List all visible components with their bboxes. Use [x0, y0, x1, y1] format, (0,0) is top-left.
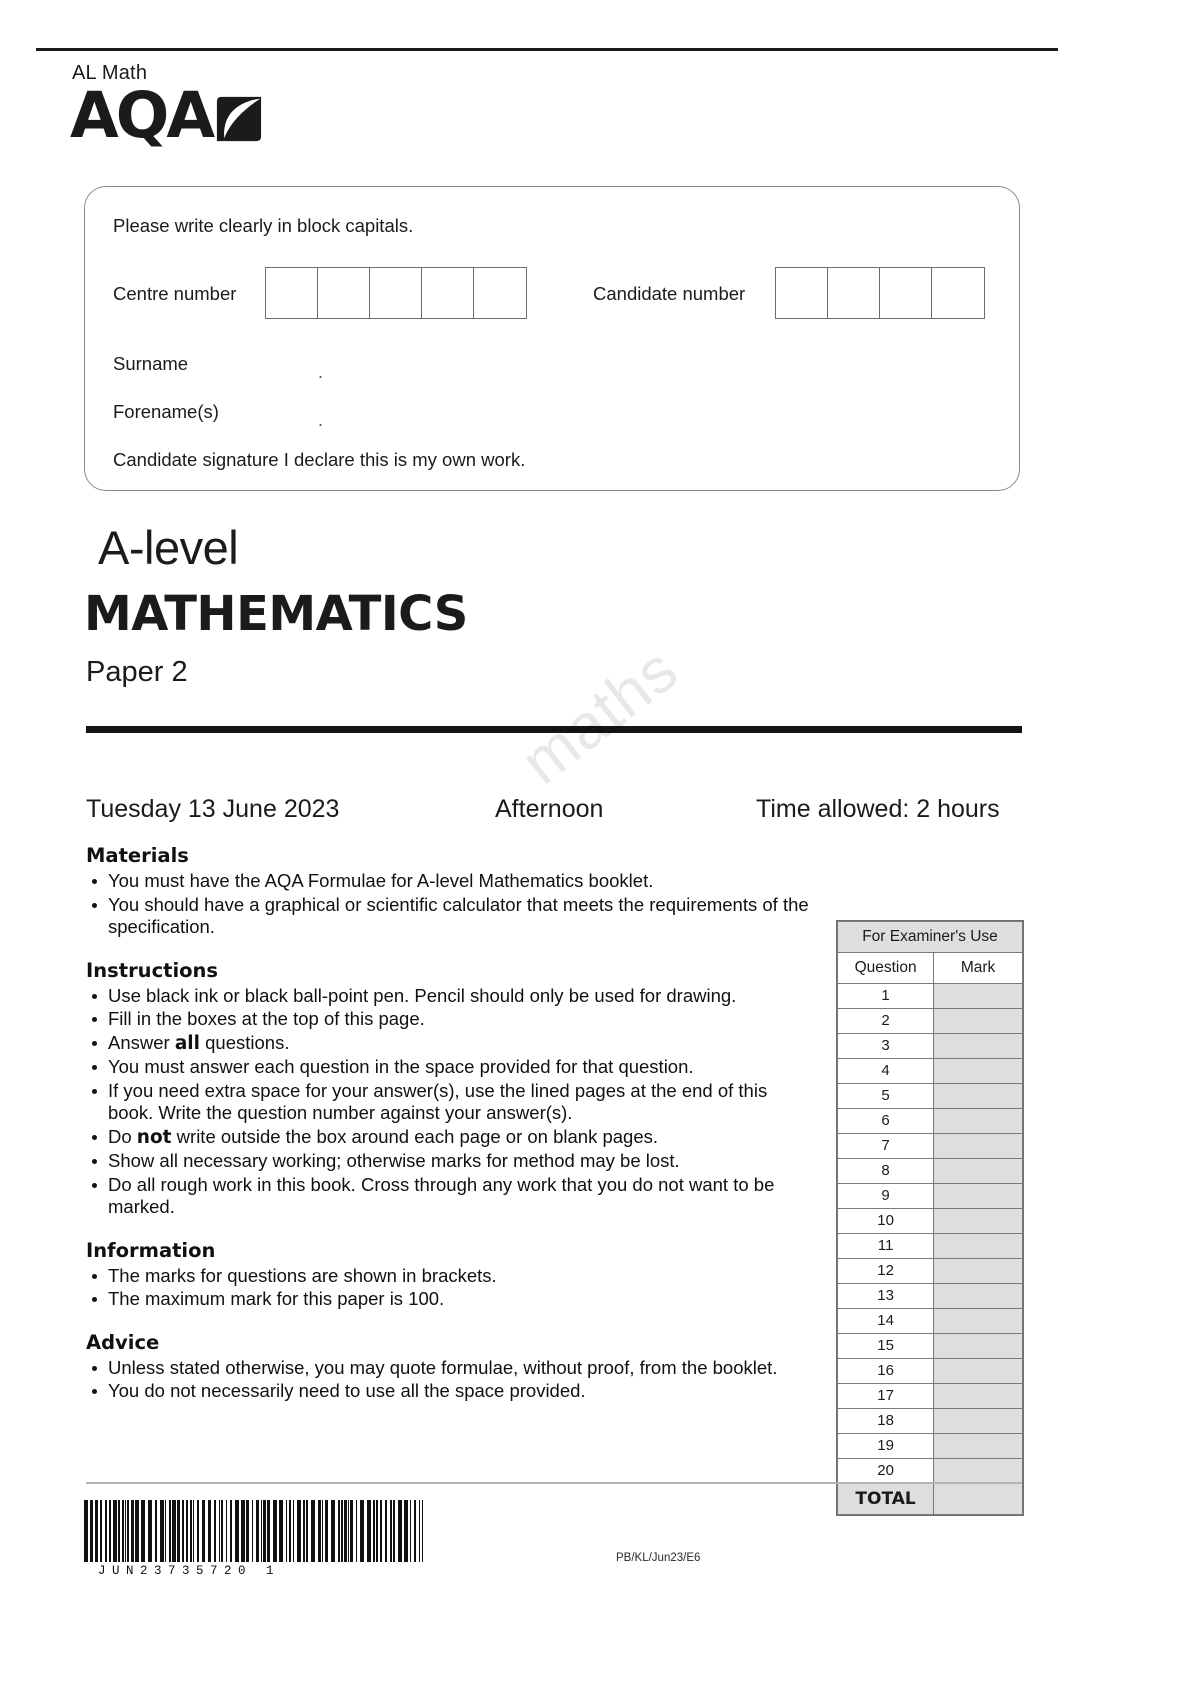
question-number: 7	[838, 1134, 934, 1159]
bullet-item: You should have a graphical or scientific calculator that meets the requirements of the specification.	[86, 894, 816, 939]
mark-cell[interactable]	[934, 1309, 1023, 1334]
centre-number-cell[interactable]	[422, 268, 474, 318]
centre-number-label: Centre number	[113, 283, 237, 304]
candidate-number-label: Candidate number	[593, 283, 746, 304]
bullet-item: You must answer each question in the space provided for that question.	[86, 1056, 816, 1079]
section-bullet-list	[86, 1357, 816, 1403]
question-number: 4	[838, 1059, 934, 1084]
mark-cell[interactable]	[934, 1209, 1023, 1234]
mark-cell[interactable]	[934, 1134, 1023, 1159]
barcode-block	[84, 1500, 464, 1578]
top-divider-rule	[36, 48, 1058, 51]
bullet-item: Do all rough work in this book. Cross through any work that you do not want to be marked.	[86, 1174, 816, 1219]
subject-title: MATHEMATICS	[84, 586, 468, 642]
table-row	[838, 1359, 1023, 1384]
question-number: 2	[838, 1009, 934, 1034]
table-row	[838, 1109, 1023, 1134]
question-number: 14	[838, 1309, 934, 1334]
surname-label: Surname	[113, 353, 189, 374]
candidate-details-box	[84, 186, 1020, 491]
barcode-digits: JUN23735720 1	[98, 1564, 281, 1578]
question-number: 12	[838, 1259, 934, 1284]
exam-meta-bar	[86, 795, 1026, 829]
bullet-item: You do not necessarily need to use all the space provided.	[86, 1380, 816, 1403]
examiner-table-title: For Examiner's Use	[838, 922, 1023, 953]
table-row	[838, 1184, 1023, 1209]
centre-number-cell[interactable]	[318, 268, 370, 318]
footer-divider-rule	[86, 1482, 1022, 1484]
section-bullet-list	[86, 870, 816, 939]
bullet-item: If you need extra space for your answer(s), use the lined pages at the end of this book. Write the question number against your answer(s).	[86, 1080, 816, 1125]
bullet-item: Do not write outside the box around each page or on blank pages.	[86, 1126, 816, 1150]
table-row	[838, 1134, 1023, 1159]
bullet-item: The marks for questions are shown in brackets.	[86, 1265, 816, 1288]
table-row	[838, 1434, 1023, 1459]
title-divider-rule	[86, 726, 1022, 733]
table-row	[838, 1384, 1023, 1409]
mark-cell[interactable]	[934, 1084, 1023, 1109]
exam-session: Afternoon	[495, 795, 604, 823]
mark-cell[interactable]	[934, 1284, 1023, 1309]
aqa-leaf-icon	[216, 96, 262, 142]
mark-cell[interactable]	[934, 1334, 1023, 1359]
centre-number-cell[interactable]	[370, 268, 422, 318]
mark-cell[interactable]	[934, 1409, 1023, 1434]
question-number: 16	[838, 1359, 934, 1384]
centre-number-input[interactable]	[265, 267, 527, 319]
forename-label: Forename(s)	[113, 401, 219, 422]
table-row	[838, 1309, 1023, 1334]
mark-cell[interactable]	[934, 1009, 1023, 1034]
table-row	[838, 1009, 1023, 1034]
table-row	[838, 1209, 1023, 1234]
candidate-number-cell[interactable]	[932, 268, 984, 318]
candidate-number-cell[interactable]	[880, 268, 932, 318]
table-row	[838, 1284, 1023, 1309]
question-number: 10	[838, 1209, 934, 1234]
centre-number-cell[interactable]	[474, 268, 526, 318]
corner-label: AL Math	[72, 62, 148, 84]
section-bullet-list	[86, 985, 816, 1219]
question-number: 19	[838, 1434, 934, 1459]
total-mark-cell[interactable]	[934, 1484, 1023, 1515]
total-label: TOTAL	[838, 1484, 934, 1515]
section-heading: Instructions	[86, 958, 219, 982]
surname-field[interactable]: .	[318, 362, 324, 382]
mark-cell[interactable]	[934, 1159, 1023, 1184]
time-allowed: Time allowed: 2 hours	[756, 795, 1000, 823]
question-number: 5	[838, 1084, 934, 1109]
bullet-item: Answer all questions.	[86, 1032, 816, 1056]
section-heading: Information	[86, 1238, 216, 1262]
section-heading: Advice	[86, 1330, 160, 1354]
block-capitals-instruction: Please write clearly in block capitals.	[113, 215, 414, 236]
maths-watermark: maths	[508, 634, 691, 798]
question-number: 18	[838, 1409, 934, 1434]
table-row	[838, 984, 1023, 1009]
aqa-logo-block	[70, 62, 470, 152]
question-number: 11	[838, 1234, 934, 1259]
candidate-number-cell[interactable]	[828, 268, 880, 318]
mark-cell[interactable]	[934, 1034, 1023, 1059]
paper-number: Paper 2	[86, 656, 188, 688]
table-row	[838, 1059, 1023, 1084]
mark-cell[interactable]	[934, 1059, 1023, 1084]
mark-cell[interactable]	[934, 1459, 1023, 1484]
question-number: 17	[838, 1384, 934, 1409]
section-bullet-list	[86, 1265, 816, 1311]
mark-cell[interactable]	[934, 1259, 1023, 1284]
candidate-number-cell[interactable]	[776, 268, 828, 318]
total-row	[838, 1484, 1023, 1515]
bullet-item: Unless stated otherwise, you may quote formulae, without proof, from the booklet.	[86, 1357, 816, 1380]
forename-field[interactable]: .	[318, 410, 324, 430]
question-number: 1	[838, 984, 934, 1009]
question-number: 8	[838, 1159, 934, 1184]
section-heading: Materials	[86, 844, 189, 867]
table-row	[838, 1234, 1023, 1259]
bullet-item: The maximum mark for this paper is 100.	[86, 1288, 816, 1311]
column-header-mark: Mark	[934, 953, 1023, 984]
question-number: 6	[838, 1109, 934, 1134]
question-number: 9	[838, 1184, 934, 1209]
table-row	[838, 1259, 1023, 1284]
mark-cell[interactable]	[934, 1109, 1023, 1134]
mark-cell[interactable]	[934, 1234, 1023, 1259]
mark-cell[interactable]	[934, 1384, 1023, 1409]
mark-cell[interactable]	[934, 1434, 1023, 1459]
question-number: 13	[838, 1284, 934, 1309]
barcode-image	[84, 1500, 464, 1562]
mark-cell[interactable]	[934, 1184, 1023, 1209]
bullet-item: Show all necessary working; otherwise marks for method may be lost.	[86, 1150, 816, 1173]
candidate-number-input[interactable]	[775, 267, 985, 319]
print-code: PB/KL/Jun23/E6	[616, 1552, 701, 1564]
exam-date: Tuesday 13 June 2023	[86, 795, 340, 823]
question-number: 20	[838, 1459, 934, 1484]
qualification-title: A-level	[98, 521, 239, 574]
question-number: 15	[838, 1334, 934, 1359]
centre-number-cell[interactable]	[266, 268, 318, 318]
table-row	[838, 1034, 1023, 1059]
bullet-item: Fill in the boxes at the top of this page.	[86, 1008, 816, 1031]
table-row	[838, 1409, 1023, 1434]
mark-cell[interactable]	[934, 1359, 1023, 1384]
table-row	[838, 1084, 1023, 1109]
table-row	[838, 1459, 1023, 1484]
bullet-item: Use black ink or black ball-point pen. Pencil should only be used for drawing.	[86, 985, 816, 1008]
table-row	[838, 1334, 1023, 1359]
aqa-wordmark: AQA	[70, 79, 213, 152]
instructions-column	[86, 844, 816, 1404]
question-number: 3	[838, 1034, 934, 1059]
examiner-use-table	[836, 920, 1024, 1516]
column-header-question: Question	[838, 953, 934, 984]
candidate-signature-label: Candidate signature I declare this is my own work.	[113, 449, 526, 470]
mark-cell[interactable]	[934, 984, 1023, 1009]
bullet-item: You must have the AQA Formulae for A-level Mathematics booklet.	[86, 870, 816, 893]
table-row	[838, 1159, 1023, 1184]
